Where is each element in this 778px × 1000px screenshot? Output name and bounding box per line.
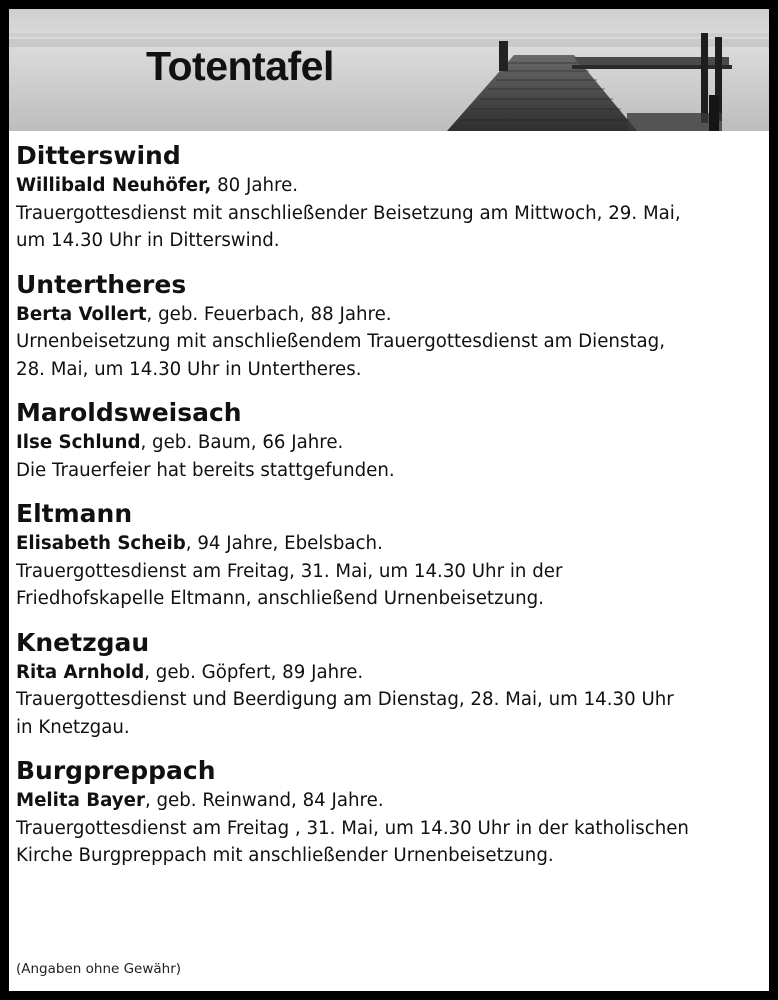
obituary-entry <box>16 268 763 384</box>
place-heading: Burgpreppach <box>16 756 216 785</box>
page-title: Totentafel <box>146 43 334 89</box>
service-line: Trauergottesdienst am Freitag , 31. Mai, um 14.30 Uhr in der katholischen <box>16 817 689 839</box>
service-line: Trauergottesdienst und Beerdigung am Dienstag, 28. Mai, um 14.30 Uhr <box>16 689 674 710</box>
person-name: Rita Arnhold <box>16 661 145 683</box>
person-details: 80 Jahre. <box>211 175 299 196</box>
person-details: , geb. Baum, 66 Jahre. <box>140 432 344 453</box>
person-line <box>16 530 763 558</box>
obituary-entry <box>16 754 763 870</box>
person-name: Willibald Neuhöfer, <box>16 175 212 196</box>
jetty-lake-image <box>9 9 769 131</box>
service-line: um 14.30 Uhr in Ditterswind. <box>16 230 280 251</box>
person-line <box>16 659 763 687</box>
disclaimer-text: (Angaben ohne Gewähr) <box>16 961 182 977</box>
service-line: in Knetzgau. <box>16 716 130 738</box>
place-heading: Knetzgau <box>16 627 150 657</box>
person-name: Elisabeth Scheib <box>16 533 186 554</box>
obituary-entry <box>16 139 763 255</box>
header-banner <box>9 9 769 131</box>
place-heading: Untertheres <box>16 269 187 299</box>
place-heading: Eltmann <box>16 499 133 528</box>
obituary-entry <box>16 396 763 484</box>
person-name: Ilse Schlund <box>16 432 141 453</box>
obituary-list <box>16 139 763 883</box>
service-line: Die Trauerfeier hat bereits stattgefunden. <box>16 459 395 481</box>
person-name: Melita Bayer <box>16 790 145 811</box>
place-heading: Ditterswind <box>16 141 181 170</box>
service-line: Friedhofskapelle Eltmann, anschließend Urnenbeisetzung. <box>16 588 544 609</box>
place-heading: Maroldsweisach <box>16 398 242 427</box>
service-line: 28. Mai, um 14.30 Uhr in Untertheres. <box>16 358 362 380</box>
obituary-entry <box>16 497 763 613</box>
person-name: Berta Vollert <box>16 303 147 325</box>
person-details: , geb. Feuerbach, 88 Jahre. <box>146 303 392 325</box>
person-details: , 94 Jahre, Ebelsbach. <box>185 533 383 554</box>
service-line: Trauergottesdienst am Freitag, 31. Mai, um 14.30 Uhr in der <box>16 560 563 582</box>
service-line: Trauergottesdienst mit anschließender Beisetzung am Mittwoch, 29. Mai, <box>16 202 681 224</box>
service-line: Kirche Burgpreppach mit anschließender Urnenbeisetzung. <box>16 845 554 866</box>
person-line <box>16 429 763 457</box>
person-line <box>16 172 763 200</box>
service-line: Urnenbeisetzung mit anschließendem Trauergottesdienst am Dienstag, <box>16 331 666 352</box>
obituary-entry <box>16 626 763 742</box>
person-details: , geb. Göpfert, 89 Jahre. <box>144 661 364 683</box>
person-line <box>16 301 763 329</box>
person-line <box>16 787 763 815</box>
person-details: , geb. Reinwand, 84 Jahre. <box>144 790 384 811</box>
